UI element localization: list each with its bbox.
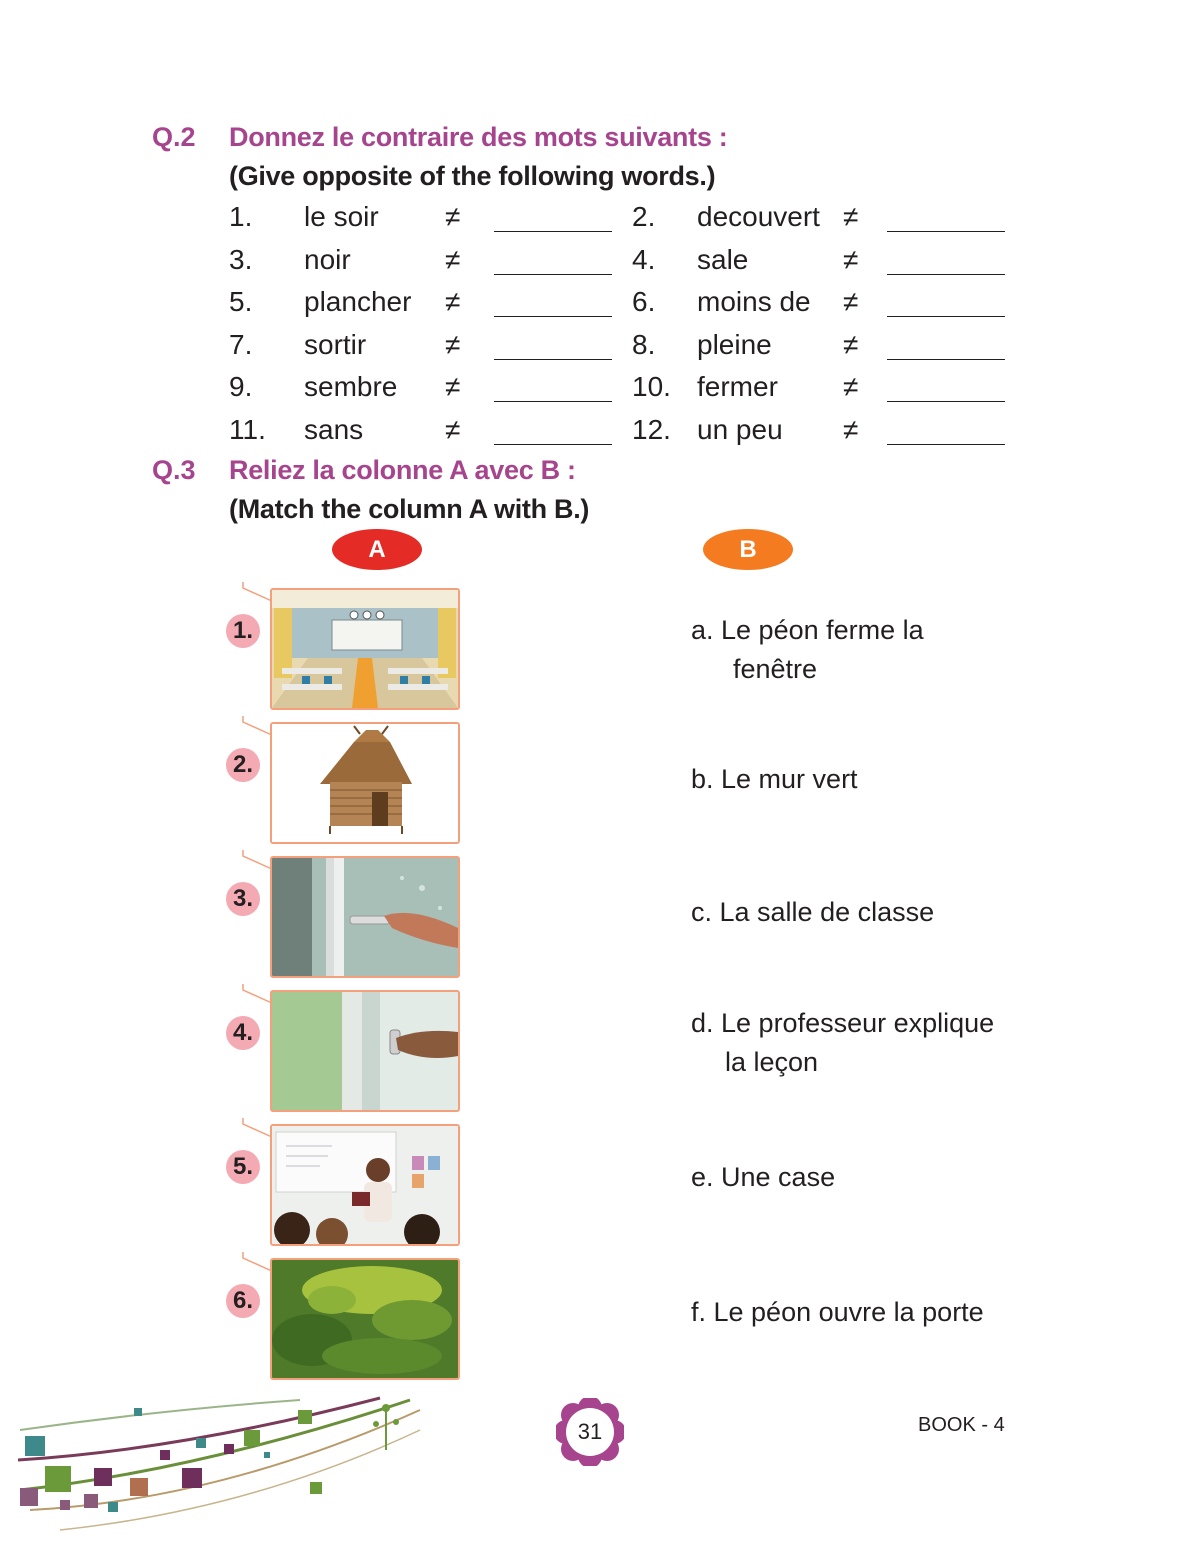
word-number: 8. xyxy=(632,329,656,360)
word-number: 3. xyxy=(229,244,253,275)
answer-text-continued: la leçon xyxy=(725,1047,819,1077)
word-number: 1. xyxy=(229,201,253,232)
match-item-5[interactable] xyxy=(222,1116,467,1242)
word-number: 10. xyxy=(632,371,671,402)
word: pleine xyxy=(697,329,772,360)
answer-blank[interactable] xyxy=(494,444,612,445)
answer-text: c. La salle de classe xyxy=(691,897,935,927)
answer-blank[interactable] xyxy=(494,274,612,275)
word: noir xyxy=(304,244,351,275)
q2-number: Q.2 xyxy=(152,122,196,152)
word-number: 7. xyxy=(229,329,253,360)
word-number: 11. xyxy=(229,414,266,445)
answer-b[interactable] xyxy=(691,760,858,799)
not-equal-sign: ≠ xyxy=(843,371,859,402)
decorative-swirl-icon xyxy=(0,1390,440,1550)
not-equal-sign: ≠ xyxy=(445,244,461,275)
answer-blank[interactable] xyxy=(887,231,1005,232)
match-item-3[interactable] xyxy=(222,848,467,974)
word-number: 12. xyxy=(632,414,671,445)
page-number: 31 xyxy=(577,1419,603,1444)
answer-e[interactable] xyxy=(691,1158,835,1197)
answer-blank[interactable] xyxy=(887,359,1005,360)
classroom-image xyxy=(270,588,460,710)
match-item-4[interactable] xyxy=(222,982,467,1108)
answer-blank[interactable] xyxy=(887,401,1005,402)
item-number: 3. xyxy=(226,882,260,916)
not-equal-sign: ≠ xyxy=(843,286,859,317)
word-number: 4. xyxy=(632,244,656,275)
hut-image xyxy=(270,722,460,844)
answer-blank[interactable] xyxy=(887,444,1005,445)
answer-text: f. Le péon ouvre la porte xyxy=(691,1297,984,1327)
page-number-badge xyxy=(556,1398,624,1466)
not-equal-sign: ≠ xyxy=(445,286,461,317)
item-number: 6. xyxy=(226,1284,260,1318)
green-wall-image xyxy=(270,1258,460,1380)
not-equal-sign: ≠ xyxy=(445,329,461,360)
q3-title: Reliez la colonne A avec B : xyxy=(229,455,576,485)
not-equal-sign: ≠ xyxy=(445,201,461,232)
teacher-lesson-image xyxy=(270,1124,460,1246)
word: plancher xyxy=(304,286,412,317)
column-a-header: A xyxy=(332,529,422,570)
q3-number: Q.3 xyxy=(152,455,196,485)
answer-blank[interactable] xyxy=(494,316,612,317)
not-equal-sign: ≠ xyxy=(445,414,461,445)
word: le soir xyxy=(304,201,379,232)
word-number: 2. xyxy=(632,201,656,232)
word: un peu xyxy=(697,414,783,445)
q2-subtitle: (Give opposite of the following words.) xyxy=(229,161,716,191)
q2-title: Donnez le contraire des mots suivants : xyxy=(229,122,728,152)
word-number: 6. xyxy=(632,286,656,317)
window-closing-image xyxy=(270,856,460,978)
not-equal-sign: ≠ xyxy=(843,329,859,360)
answer-blank[interactable] xyxy=(887,274,1005,275)
answer-c[interactable] xyxy=(691,893,934,932)
answer-text: e. Une case xyxy=(691,1162,836,1192)
word: sembre xyxy=(304,371,398,402)
answer-text: a. Le péon ferme la xyxy=(691,615,924,645)
item-number: 1. xyxy=(226,614,260,648)
word: moins de xyxy=(697,286,811,317)
answer-blank[interactable] xyxy=(494,401,612,402)
item-number: 4. xyxy=(226,1016,260,1050)
book-label: BOOK - 4 xyxy=(918,1414,1005,1436)
column-b-header: B xyxy=(703,529,793,570)
answer-text: d. Le professeur explique xyxy=(691,1008,995,1038)
answer-f[interactable] xyxy=(691,1293,984,1332)
item-number: 2. xyxy=(226,748,260,782)
q3-subtitle: (Match the column A with B.) xyxy=(229,494,590,524)
item-number: 5. xyxy=(226,1150,260,1184)
door-opening-image xyxy=(270,990,460,1112)
match-item-6[interactable] xyxy=(222,1250,467,1376)
not-equal-sign: ≠ xyxy=(445,371,461,402)
match-item-2[interactable] xyxy=(222,714,467,840)
not-equal-sign: ≠ xyxy=(843,244,859,275)
word: sans xyxy=(304,414,364,445)
not-equal-sign: ≠ xyxy=(843,201,859,232)
answer-text: b. Le mur vert xyxy=(691,764,858,794)
answer-blank[interactable] xyxy=(887,316,1005,317)
word: fermer xyxy=(697,371,778,402)
answer-a[interactable] xyxy=(691,611,924,689)
answer-blank[interactable] xyxy=(494,231,612,232)
word-number: 5. xyxy=(229,286,253,317)
answer-d[interactable] xyxy=(691,1004,994,1082)
word: sortir xyxy=(304,329,367,360)
answer-text-continued: fenêtre xyxy=(733,654,818,684)
answer-blank[interactable] xyxy=(494,359,612,360)
word: sale xyxy=(697,244,749,275)
match-item-1[interactable] xyxy=(222,580,467,706)
not-equal-sign: ≠ xyxy=(843,414,859,445)
word-number: 9. xyxy=(229,371,253,402)
word: decouvert xyxy=(697,201,820,232)
